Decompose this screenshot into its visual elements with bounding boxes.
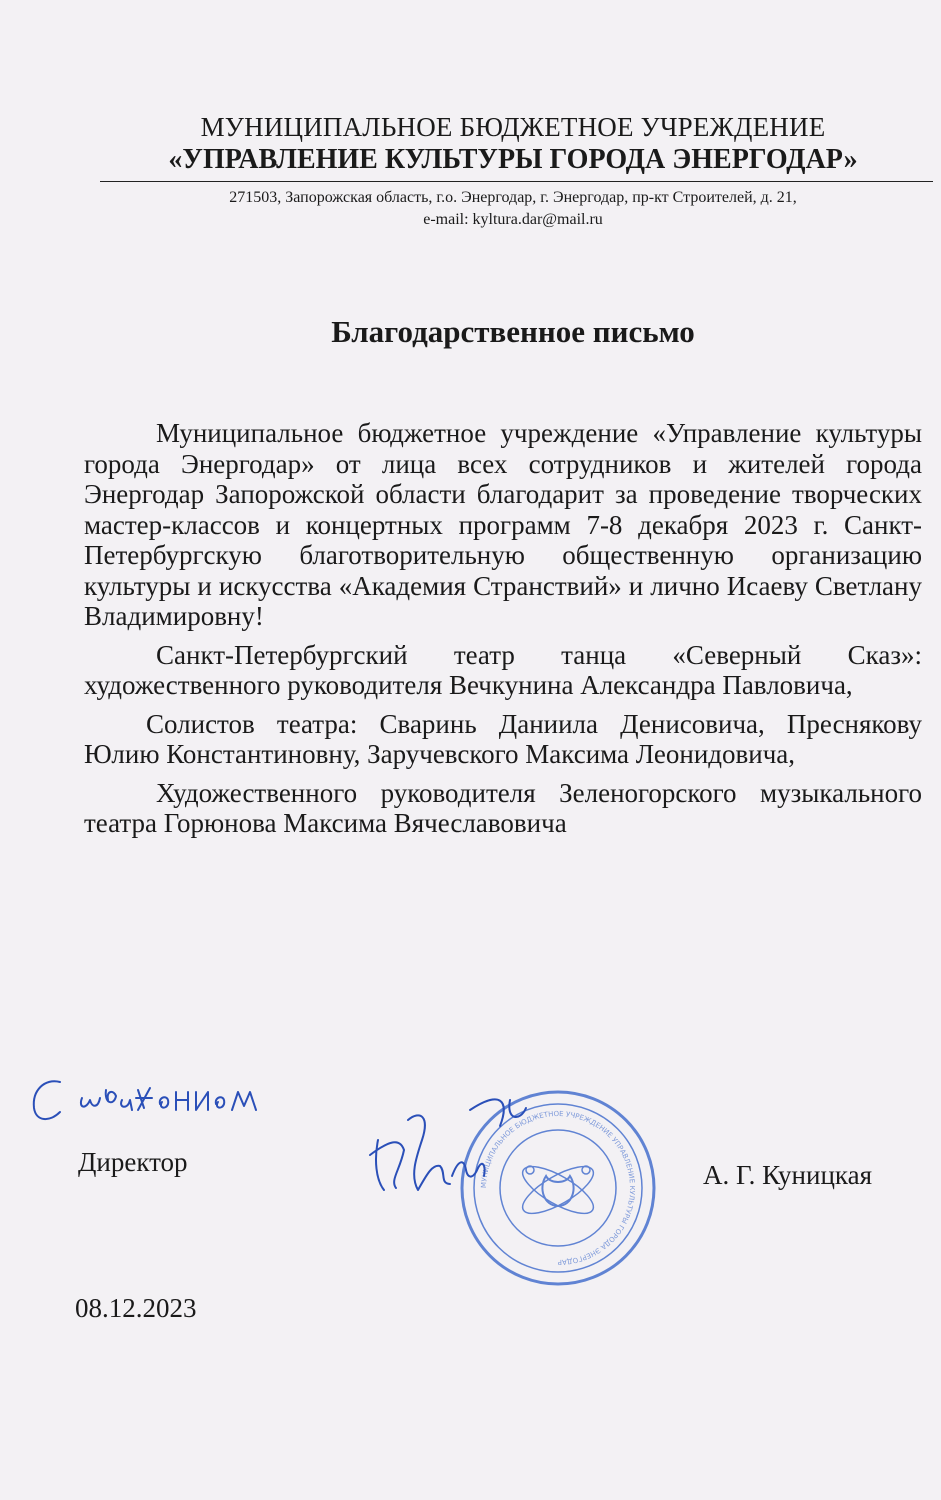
letter-title: Благодарственное письмо [331,314,695,349]
organization-address [0,187,941,231]
body-paragraph-4: Художественного руководителя Зеленогорского музыкального театра Горюнова Максима Вячеславовича [84,777,922,838]
letter-body [84,418,922,839]
handwritten-regards-icon [20,1060,300,1140]
director-position: Директор [78,1147,188,1177]
email-line: e-mail: kyltura.dar@mail.ru [423,211,603,228]
organization-type: МУНИЦИПАЛЬНОЕ БЮДЖЕТНОЕ УЧРЕЖДЕНИЕ [200,112,826,142]
organization-name: «УПРАВЛЕНИЕ КУЛЬТУРЫ ГОРОДА ЭНЕРГОДАР» [168,144,858,175]
letter-date: 08.12.2023 [75,1293,197,1323]
body-paragraph-1: Муниципальное бюджетное учреждение «Управление культуры города Энергодар» от лица всех сотрудников и жителей города Энергодар Запорожской области благодарит за проведение творческих мастер-классов и концертных программ 7-8 декабря 2023 г. Санкт-Петербургскую благотворительную общественную организацию культуры и искусства «Академия Странствий» и лично Исаеву Светлану Владимировну! [84,418,922,631]
header-divider [100,181,933,182]
body-paragraph-3: Солистов театра: Сваринь Даниила Денисовича, Преснякову Юлию Константиновну, Заручевского Максима Леонидовича, [84,708,922,769]
body-paragraph-2: Санкт-Петербургский театр танца «Северный Сказ»: художественного руководителя Вечкунина Александра Павловича, [84,639,922,700]
address-line: 271503, Запорожская область, г.о. Энергодар, г. Энергодар, пр-кт Строителей, д. 21, [229,189,797,206]
director-name: А. Г. Куницкая [703,1160,873,1190]
seal-text: МУНИЦИПАЛЬНОЕ БЮДЖЕТНОЕ УЧРЕЖДЕНИЕ УПРАВЛЕНИЕ КУЛЬТУРЫ ГОРОДА ЭНЕРГОДАР [479,1109,637,1267]
signature-icon [360,1080,560,1220]
